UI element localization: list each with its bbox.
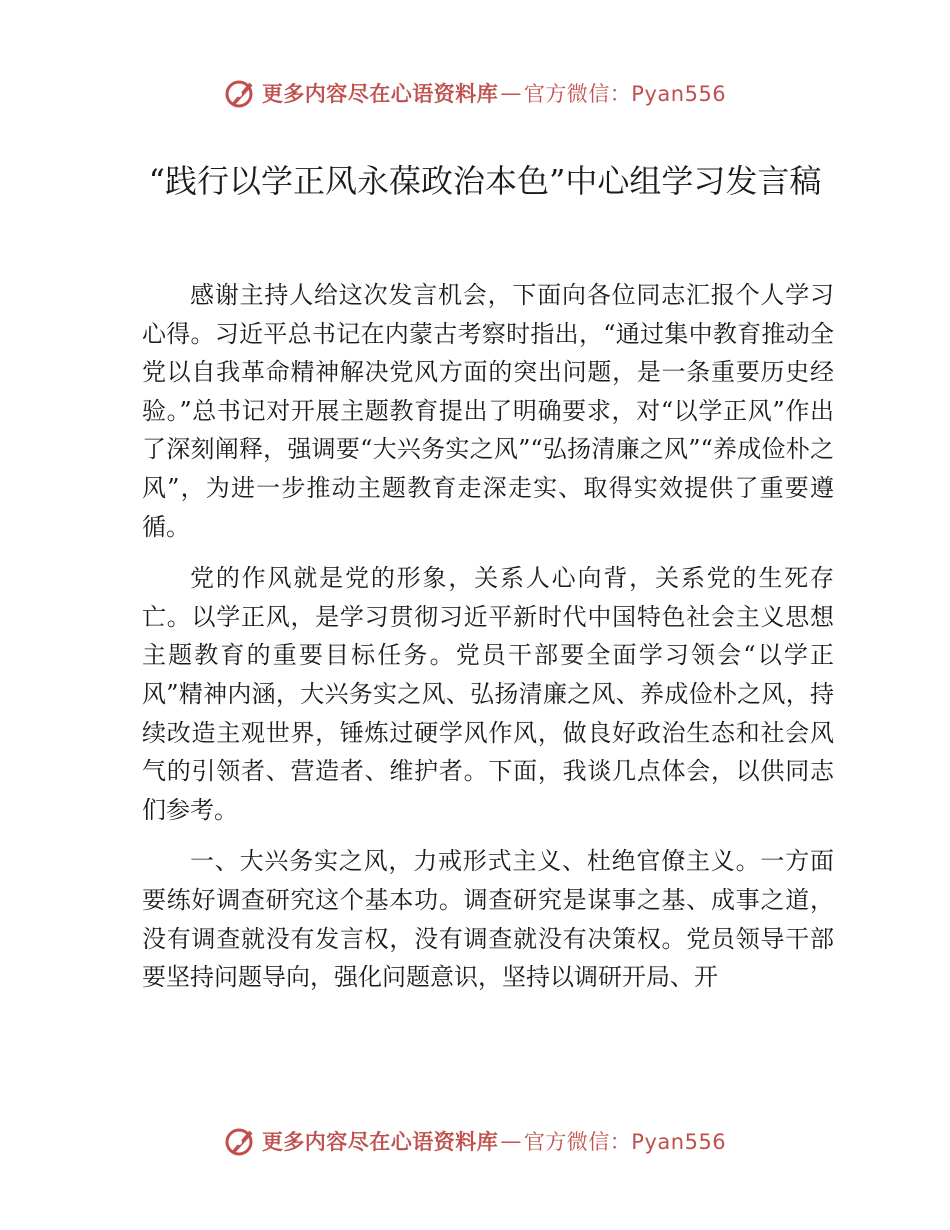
watermark-separator: — — [500, 81, 522, 105]
document-body — [142, 276, 834, 1010]
header-watermark — [0, 76, 950, 110]
paragraph-3: 一、大兴务实之风，力戒形式主义、杜绝官僚主义。一方面要练好调查研究这个基本功。调查研究是谋事之基、成事之道，没有调查就没有发言权，没有调查就没有决策权。党员领导干部要坚持问题导向，强化问题意识，坚持以调研开局、开 — [142, 847, 834, 992]
document-title: “践行以学正风永葆政治本色”中心组学习发言稿 — [148, 162, 822, 200]
watermark-contact: 官方微信：Pyan556 — [523, 1130, 727, 1154]
watermark-brand: 更多内容尽在心语资料库 — [261, 82, 499, 106]
watermark-separator: — — [500, 1129, 522, 1153]
footer-watermark — [0, 1124, 950, 1158]
paragraph-1: 感谢主持人给这次发言机会，下面向各位同志汇报个人学习心得。习近平总书记在内蒙古考察时指出，“通过集中教育推动全党以自我革命精神解决党风方面的突出问题，是一条重要历史经验。”总书记对开展主题教育提出了明确要求，对“以学正风”作出了深刻阐释，强调要“大兴务实之风”“弘扬清廉之风”“养成俭朴之风”，为进一步推动主题教育走深走实、取得实效提供了重要遵循。 — [142, 281, 834, 541]
watermark-brand: 更多内容尽在心语资料库 — [261, 1130, 499, 1154]
quill-pen-circle-icon — [224, 1124, 258, 1158]
quill-pen-circle-icon — [224, 76, 258, 110]
paragraph-2: 党的作风就是党的形象，关系人心向背，关系党的生死存亡。以学正风，是学习贯彻习近平新时代中国特色社会主义思想主题教育的重要目标任务。党员干部要全面学习领会“以学正风”精神内涵，大兴务实之风、弘扬清廉之风、养成俭朴之风，持续改造主观世界，锤炼过硬学风作风，做良好政治生态和社会风气的引领者、营造者、维护者。下面，我谈几点体会，以供同志们参考。 — [142, 564, 834, 824]
watermark-contact: 官方微信：Pyan556 — [523, 82, 727, 106]
